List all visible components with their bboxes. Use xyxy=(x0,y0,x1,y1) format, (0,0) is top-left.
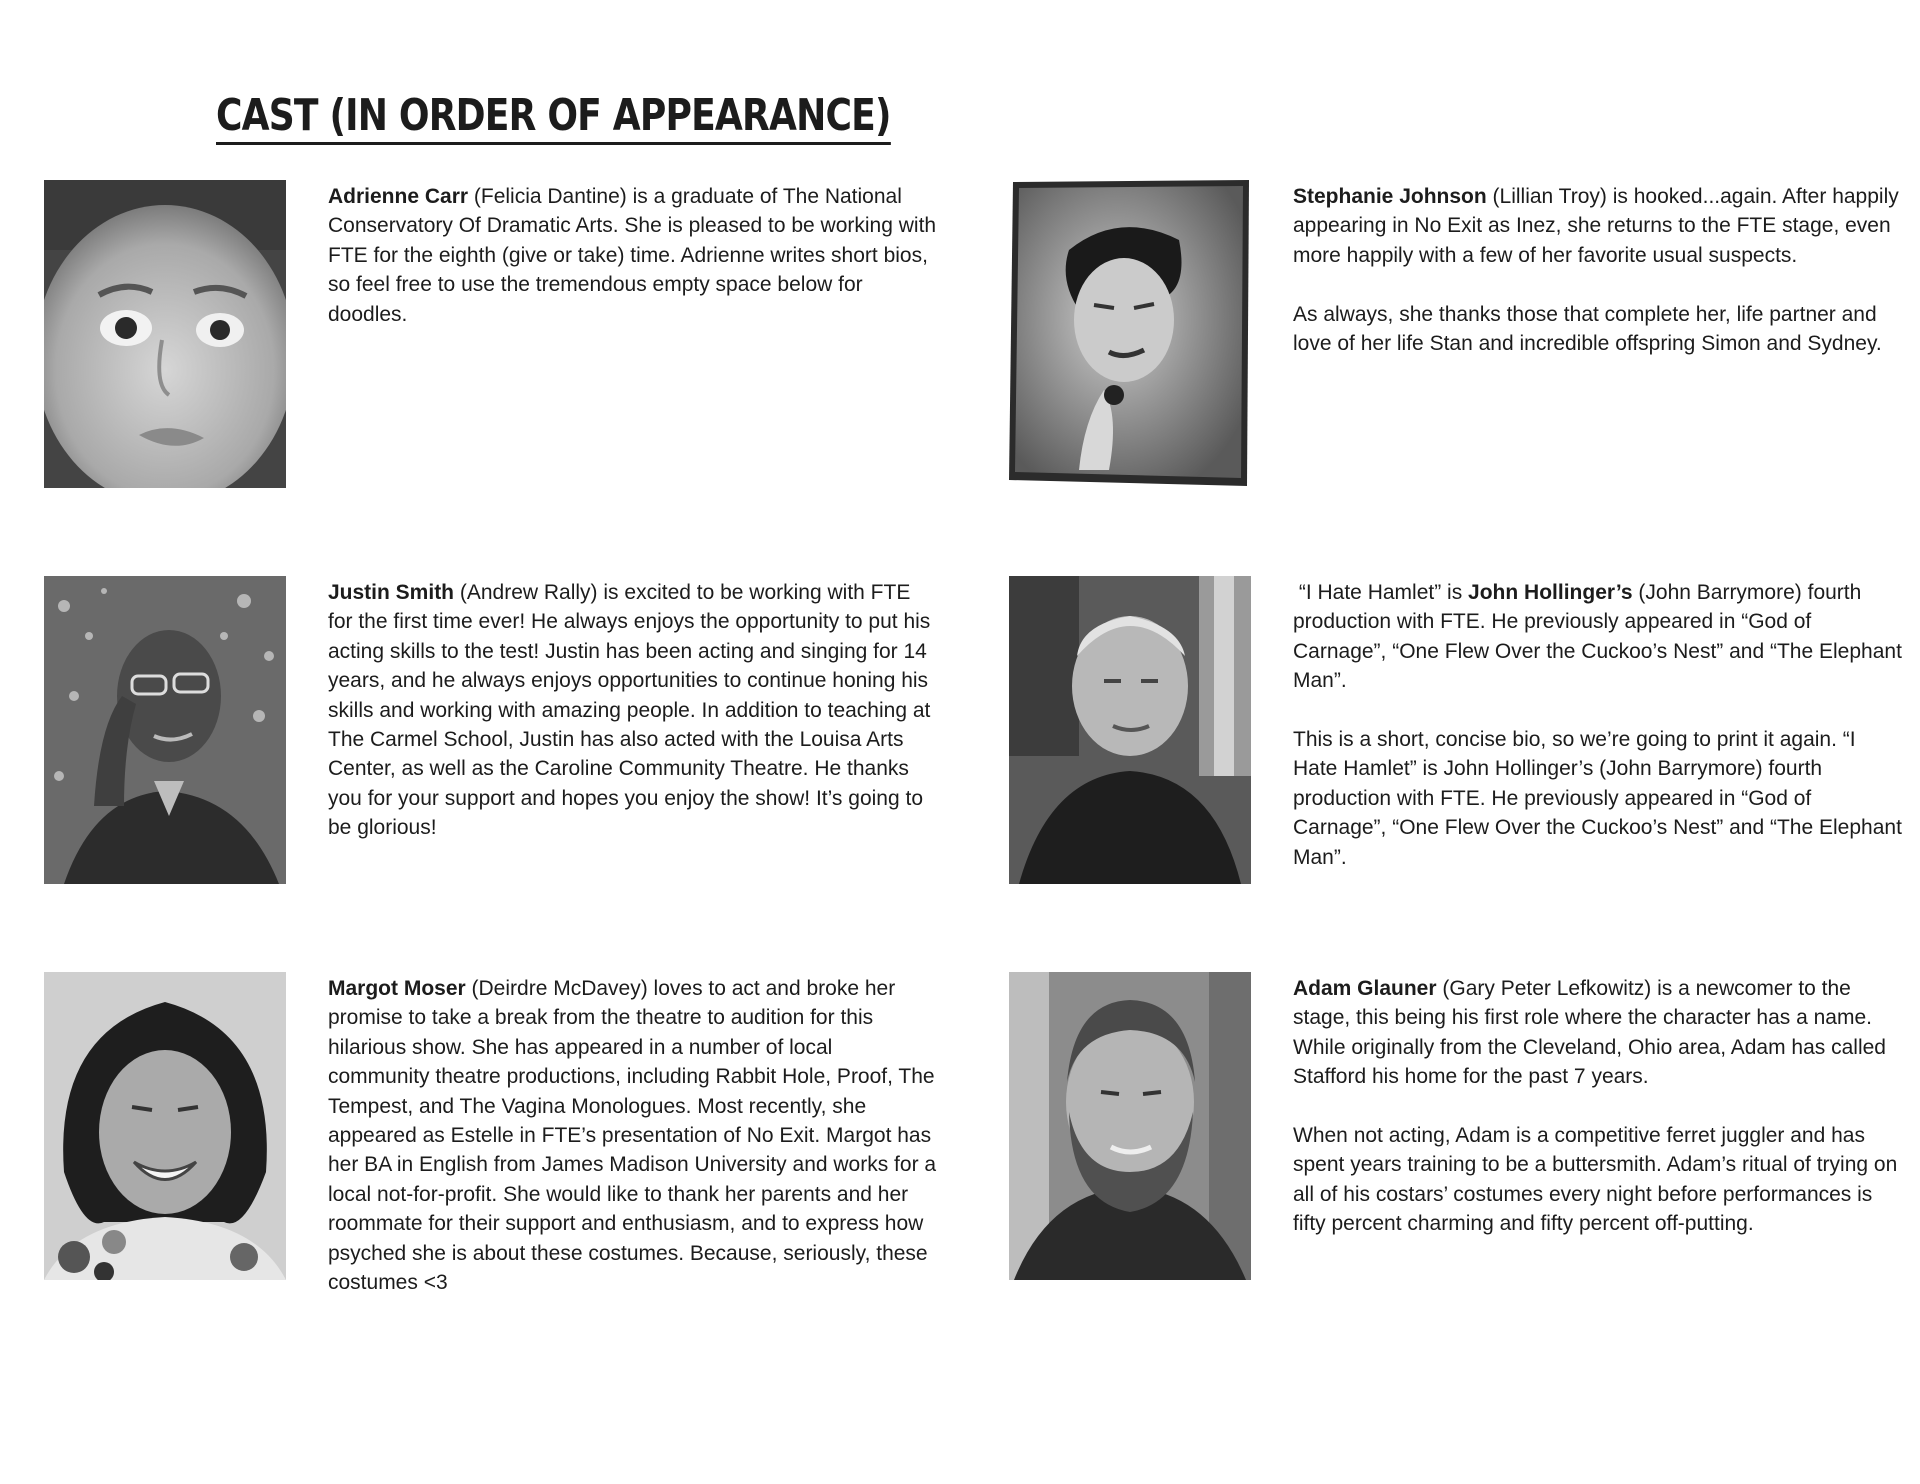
bio-lead-text: “I Hate Hamlet” is xyxy=(1293,581,1469,604)
bio-margot-moser xyxy=(328,974,938,1297)
page-title: CAST (IN ORDER OF APPEARANCE) xyxy=(216,90,891,145)
cast-name: Adam Glauner xyxy=(1293,977,1437,1000)
bio-justin-smith xyxy=(328,578,938,843)
headshot-adam-glauner xyxy=(1009,972,1251,1280)
headshot-justin-smith xyxy=(44,576,286,884)
headshot-margot-moser xyxy=(44,972,286,1280)
bio-paragraph-2: This is a short, concise bio, so we’re going to print it again. “I Hate Hamlet” is John Hollinger’s (John Barrymore) fourth production with FTE. He previously appeared in “God of Carnage”, “One Flew Over the Cuckoo’s Nest” and “The Elephant Man”. xyxy=(1293,728,1902,869)
bio-paragraph-2: When not acting, Adam is a competitive ferret juggler and has spent years training to be a buttersmith. Adam’s ritual of trying on all of his costars’ costumes every night before performances is fifty percent charming and fifty percent off-putting. xyxy=(1293,1124,1898,1236)
bio-text: (Gary Peter Lefkowitz) is a newcomer to the stage, this being his first role where the character has a name. While originally from the Cleveland, Ohio area, Adam has called Stafford his home for the past 7 years. xyxy=(1293,977,1886,1089)
cast-name: John Hollinger’s xyxy=(1468,581,1633,604)
bio-text: (Deirdre McDavey) loves to act and broke her promise to take a break from the theatre to audition for this hilarious show. She has appeared in a number of local community theatre productions, including Rabbit Hole, Proof, The Tempest, and The Vagina Monologues. Most recently, she appeared as Estelle in FTE’s presentation of No Exit. Margot has her BA in English from James Madison University and works for a local not-for-profit. She would like to thank her parents and her roommate for their support and enthusiasm, and to express how psyched she is about these costumes. Because, seriously, these costumes <3 xyxy=(328,977,937,1295)
headshot-adrienne-carr xyxy=(44,180,286,488)
bio-paragraph-2: As always, she thanks those that complete her, life partner and love of her life Stan and incredible offspring Simon and Sydney. xyxy=(1293,302,1882,356)
bio-john-hollinger xyxy=(1293,578,1903,872)
headshot-stephanie-johnson xyxy=(1009,180,1251,488)
headshot-john-hollinger xyxy=(1009,576,1251,884)
bio-stephanie-johnson xyxy=(1293,182,1903,358)
cast-name: Margot Moser xyxy=(328,977,466,1000)
bio-text: (John Barrymore) fourth production with FTE. He previously appeared in “God of Carnage”, “One Flew Over the Cuckoo’s Nest” and “The Elephant Man”. xyxy=(1293,581,1902,693)
bio-adam-glauner xyxy=(1293,974,1903,1239)
cast-name: Adrienne Carr xyxy=(328,185,469,208)
cast-name: Stephanie Johnson xyxy=(1293,185,1487,208)
bio-text: (Lillian Troy) is hooked...again. After happily appearing in No Exit as Inez, she returns to the FTE stage, even more happily with a few of her favorite usual suspects. xyxy=(1293,185,1899,267)
cast-name: Justin Smith xyxy=(328,581,455,604)
bio-adrienne-carr xyxy=(328,182,938,329)
bio-text: (Felicia Dantine) is a graduate of The National Conservatory Of Dramatic Arts. She is pleased to be working with FTE for the eighth (give or take) time. Adrienne writes short bios, so feel free to use the tremendous empty space below for doodles. xyxy=(328,185,937,326)
bio-text: (Andrew Rally) is excited to be working with FTE for the first time ever! He always enjoys the opportunity to put his acting skills to the test! Justin has been acting and singing for 14 years, and he always enjoys opportunities to continue honing his skills and working with amazing people. In addition to teaching at The Carmel School, Justin has also acted with the Louisa Arts Center, as well as the Caroline Community Theatre. He thanks you for your support and hopes you enjoy the show! It’s going to be glorious! xyxy=(328,581,931,840)
